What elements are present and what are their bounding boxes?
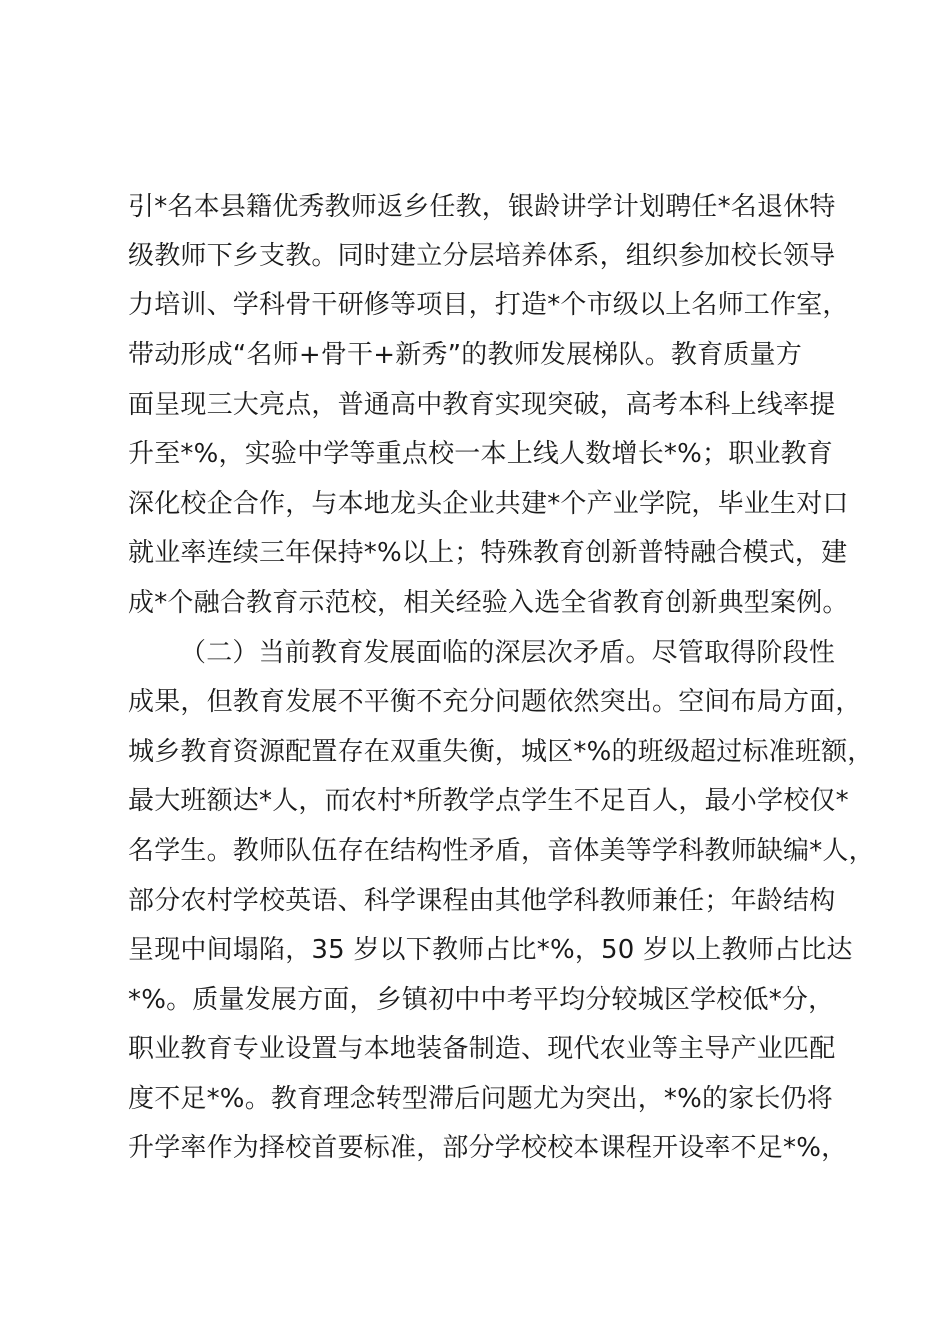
- text-line-17: *%。质量发展方面，乡镇初中中考平均分较城区学校低*分，: [128, 985, 835, 1015]
- text-line-19: 度不足*%。教育理念转型滞后问题尤为突出，*%的家长仍将: [128, 1084, 834, 1114]
- text-line-11: 成果，但教育发展不平衡不充分问题依然突出。空间布局方面，: [128, 687, 862, 717]
- text-line-12: 城乡教育资源配置存在双重失衡，城区*%的班级超过标准班额，: [128, 737, 874, 767]
- text-line-2: 级教师下乡支教。同时建立分层培养体系，组织参加校长领导: [128, 241, 836, 271]
- text-line-14: 名学生。教师队伍存在结构性矛盾，音体美等学科教师缺编*人，: [128, 836, 875, 866]
- text-line-5: 面呈现三大亮点，普通高中教育实现突破，高考本科上线率提: [128, 390, 836, 420]
- text-line-6: 升至*%，实验中学等重点校一本上线人数增长*%；职业教育: [128, 439, 834, 469]
- text-line-15: 部分农村学校英语、科学课程由其他学科教师兼任；年龄结构: [128, 886, 836, 916]
- text-line-20: 升学率作为择校首要标准，部分学校校本课程开设率不足*%，: [128, 1133, 848, 1163]
- text-line-4: 带动形成“名师+骨干+新秀”的教师发展梯队。教育质量方: [128, 340, 802, 370]
- section-heading-line: （二）当前教育发展面临的深层次矛盾。尽管取得阶段性: [180, 638, 836, 668]
- text-line-18: 职业教育专业设置与本地装备制造、现代农业等主导产业匹配: [128, 1034, 836, 1064]
- text-line-16: 呈现中间塌陷，35 岁以下教师占比*%，50 岁以上教师占比达: [128, 935, 853, 965]
- text-line-3: 力培训、学科骨干研修等项目，打造*个市级以上名师工作室，: [128, 290, 849, 320]
- text-line-7: 深化校企合作，与本地龙头企业共建*个产业学院，毕业生对口: [128, 489, 849, 519]
- text-line-1: 引*名本县籍优秀教师返乡任教，银龄讲学计划聘任*名退休特: [128, 192, 836, 222]
- text-line-9: 成*个融合教育示范校，相关经验入选全省教育创新典型案例。: [128, 588, 849, 618]
- text-line-13: 最大班额达*人，而农村*所教学点学生不足百人，最小学校仅*: [128, 786, 849, 816]
- text-line-8: 就业率连续三年保持*%以上；特殊教育创新普特融合模式，建: [128, 538, 848, 568]
